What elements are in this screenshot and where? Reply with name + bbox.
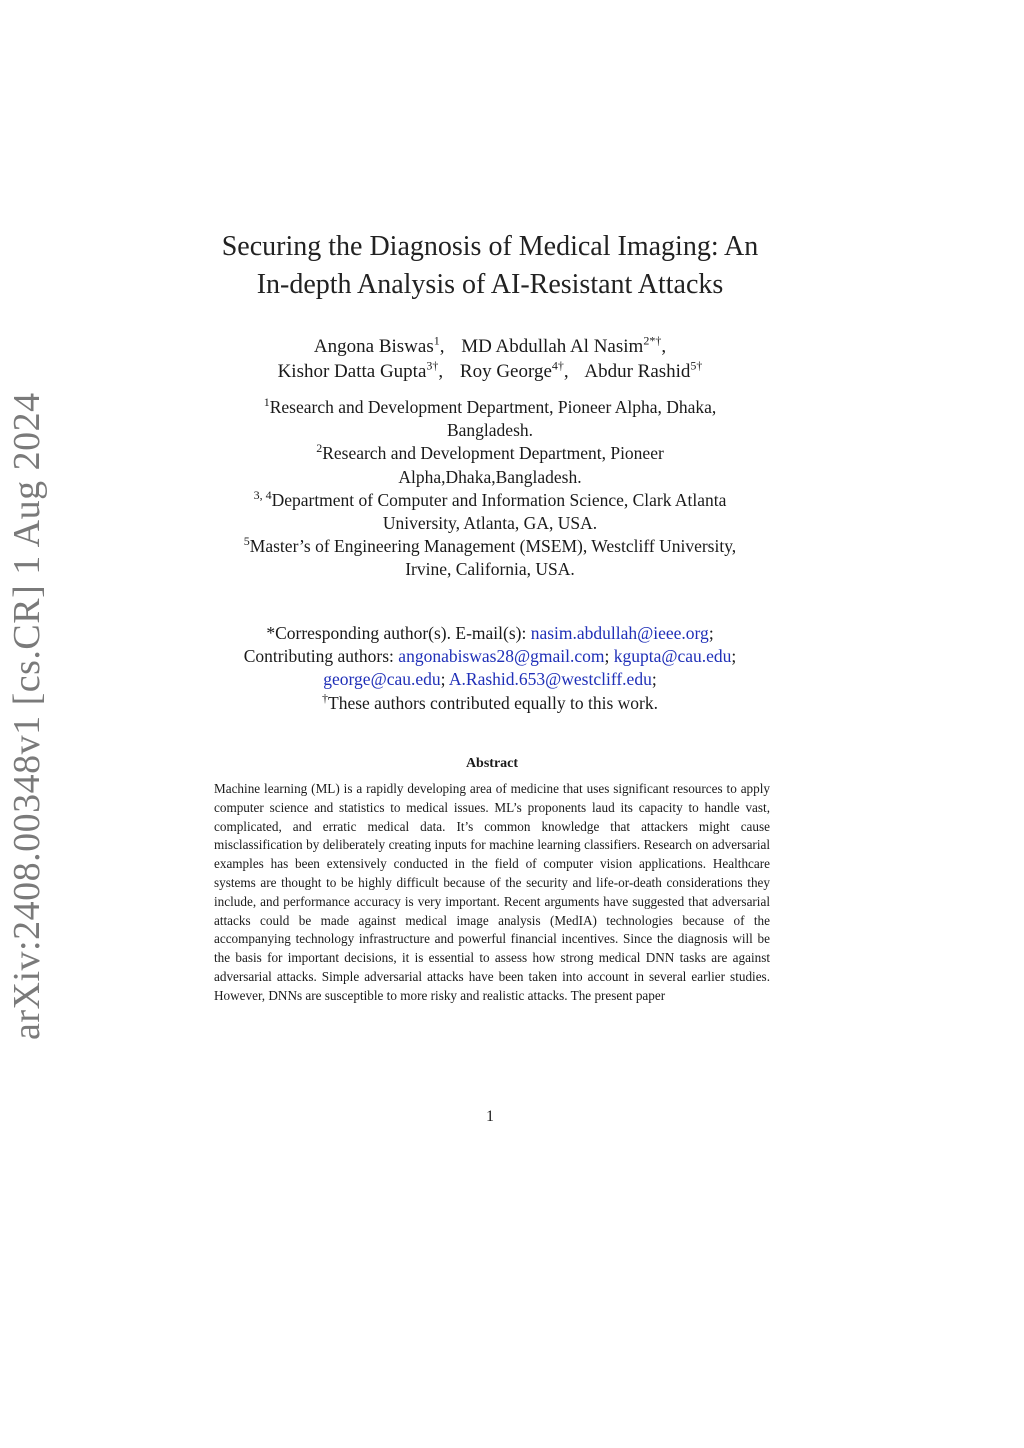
affiliation-5: $^5$Master’s of Engineering Management (MSEM), Westcliff University, <box>243 534 737 557</box>
abstract-text: Machine learning (ML) is a rapidly developing area of medicine that uses significant resources to apply computer science and statistics to medical issues. ML’s proponents laud its capacity to handle vast, complicated, and erratic medical data. It’s common knowledge that attackers might cause misclassification by deliberately creating inputs for machine learning classifiers. Research on adversarial examples has been extensively conducted in the field of computer vision applications. Healthcare systems are thought to be highly difficult because of the security and life-or-death considerations they include, and performance accuracy is very important. Recent arguments have suggested that adversarial attacks could be made against medical image analysis (MedIA) technologies because of the accompanying technology infrastructure and powerful financial incentives. Since the diagnosis will be the basis for important decisions, it is essential to assess how strong medical DNN tasks are against adversarial attacks. Simple adversarial attacks have been taken into account in several earlier studies. However, DNNs are susceptible to more risky and realistic attacks. The present paper <box>214 781 770 1003</box>
email-link[interactable]: angonabiswas28@gmail.com <box>398 646 605 667</box>
correspondence-block <box>170 622 810 715</box>
affiliation-3-4: $^{3, 4}$Department of Computer and Information Science, Clark Atlanta <box>253 487 727 510</box>
page-number: 1 <box>486 1108 494 1125</box>
author-line-2: Kishor Datta Gupta$^{3\dagger}$, Roy George$^{4\dagger}$, Abdur Rashid$^{5\dagger}$ <box>277 358 703 382</box>
contributing-authors-line: Contributing authors: angonabiswas28@gmail.com; kgupta@cau.edu; <box>243 646 737 667</box>
corresponding-author-line: *Corresponding author(s). E-mail(s): nasim.abdullah@ieee.org; <box>266 623 714 643</box>
author-name: Kishor Datta Gupta <box>277 361 427 382</box>
author-name: Roy George <box>459 361 552 382</box>
affiliation-2: $^2$Research and Development Department, Pioneer <box>316 441 664 464</box>
affiliation-list: $^1$Research and Development Department, Pioneer Alpha, Dhaka, Bangladesh. $^2$Research and Development Department, Pioneer Alpha,Dhaka,Bangladesh. $^{3, 4}$Department of Computer and Information Science, Clark Atlanta University, Atlanta, GA, USA. $^5$Master’s of Engineering Management (MSEM), Westcliff University, Irvine, California, USA. <box>170 396 810 582</box>
title-line-2: In-depth Analysis of AI-Resistant Attacks <box>256 269 724 300</box>
paper-title <box>170 228 810 304</box>
title-line-1: Securing the Diagnosis of Medical Imaging: An <box>221 231 759 262</box>
email-link[interactable]: kgupta@cau.edu <box>613 646 732 667</box>
email-link[interactable]: nasim.abdullah@ieee.org <box>530 623 709 643</box>
author-affil-mark: 1 <box>433 333 440 348</box>
arxiv-identifier-stamp: arXiv:2408.00348v1 [cs.CR] 1 Aug 2024 <box>6 392 48 1040</box>
email-link[interactable]: george@cau.edu <box>323 669 441 690</box>
equal-contribution-note: †These authors contributed equally to this work. <box>322 690 658 713</box>
author-name: Abdur Rashid <box>584 361 691 382</box>
author-affil-mark: 2*† <box>643 333 662 348</box>
author-name: MD Abdullah Al Nasim <box>461 336 644 357</box>
abstract-heading: Abstract <box>465 756 519 771</box>
author-affil-mark: 5† <box>690 358 703 373</box>
author-affil-mark: 3† <box>426 358 439 373</box>
author-list <box>170 334 810 384</box>
email-link[interactable]: A.Rashid.653@westcliff.edu <box>448 669 652 690</box>
contributing-authors-line-2: george@cau.edu; A.Rashid.653@westcliff.edu; <box>323 669 657 690</box>
author-line-1: Angona Biswas$^1$, MD Abdullah Al Nasim$^{2*\dagger}$, <box>313 333 667 357</box>
author-affil-mark: 4† <box>551 358 564 373</box>
author-name: Angona Biswas <box>313 336 434 357</box>
affiliation-1: $^1$Research and Development Department, Pioneer Alpha, Dhaka, <box>263 395 717 417</box>
